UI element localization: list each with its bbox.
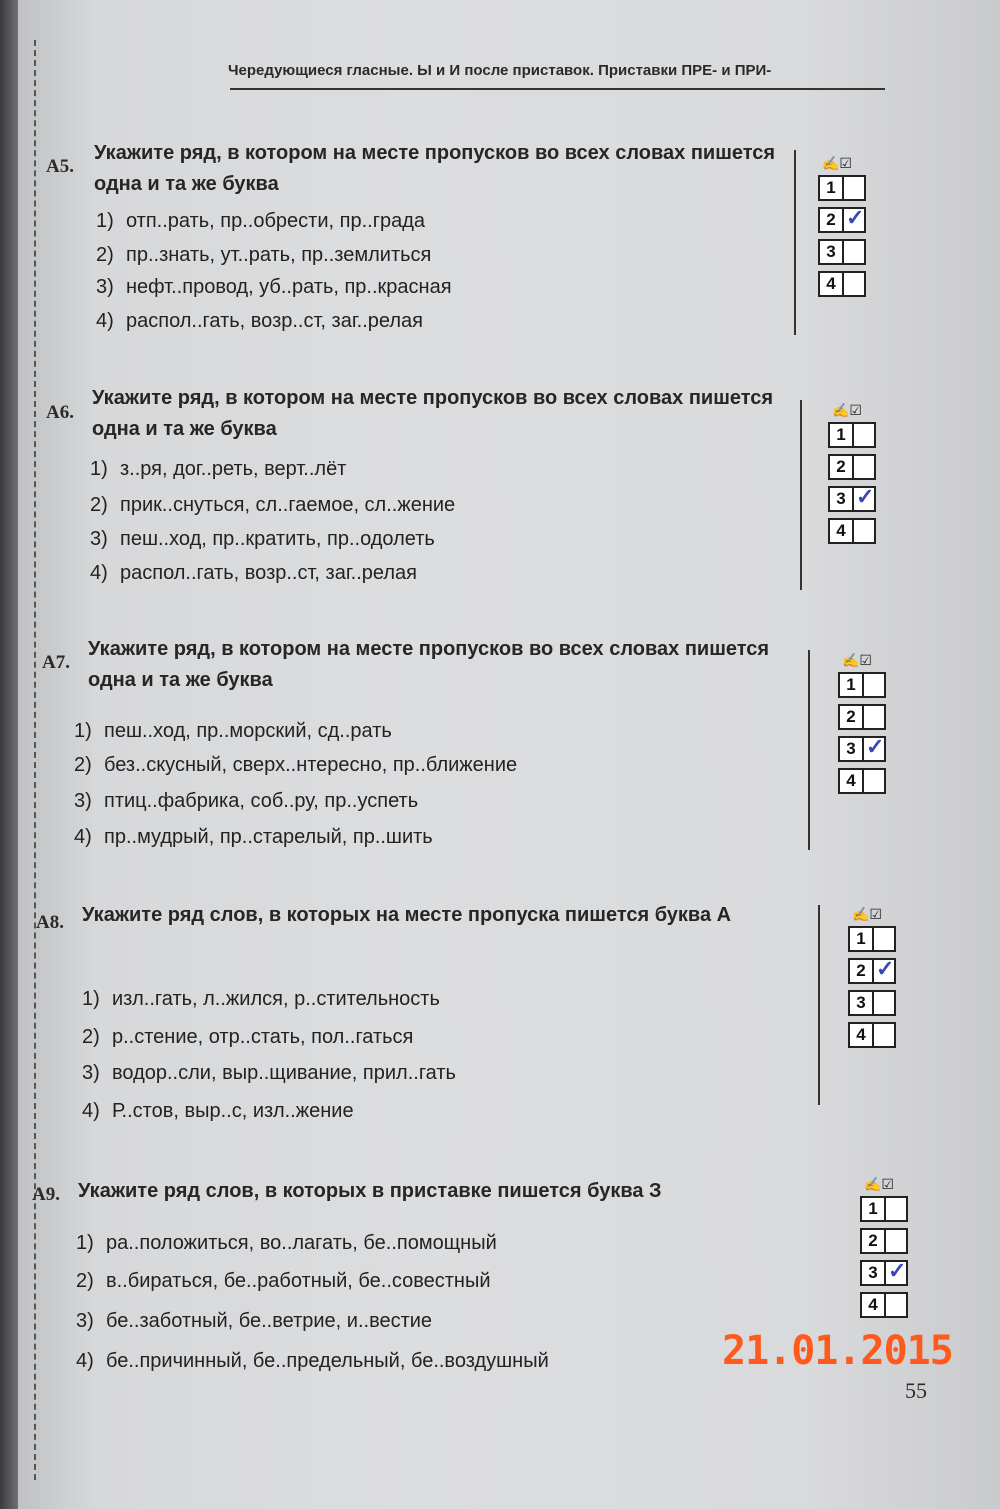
- option-number: 1): [90, 458, 108, 480]
- answer-option-row: [848, 1022, 904, 1048]
- answer-header: ✍☑: [842, 652, 872, 668]
- question-text: Укажите ряд слов, в которых на месте пропуска пишется буква А: [82, 904, 732, 926]
- answer-option-row: [818, 175, 874, 201]
- option-text: изл..гать, л..жился, р..стительность: [112, 988, 440, 1010]
- answer-option-number: 3: [848, 990, 874, 1016]
- option-text: водор..сли, выр..щивание, прил..гать: [112, 1062, 456, 1084]
- header-rule: [230, 88, 885, 90]
- answer-option-number: 2: [838, 704, 864, 730]
- option: [76, 1350, 549, 1373]
- answer-option-row: [860, 1292, 916, 1318]
- option-number: 1): [76, 1232, 94, 1254]
- answer-option-row: [848, 990, 904, 1016]
- option-number: 2): [90, 494, 108, 516]
- option-number: 3): [76, 1310, 94, 1332]
- option: [90, 494, 455, 517]
- answer-checkbox[interactable]: [874, 990, 896, 1016]
- answer-option-number: 2: [828, 454, 854, 480]
- option: [96, 210, 425, 233]
- answer-option-row: [860, 1196, 916, 1222]
- option: [74, 720, 392, 743]
- option-text: р..стение, отр..стать, пол..гаться: [112, 1026, 414, 1048]
- answer-checkbox[interactable]: [874, 1022, 896, 1048]
- answer-option-row: [828, 518, 884, 544]
- answer-header: ✍☑: [832, 402, 862, 418]
- answer-option-number: 3: [818, 239, 844, 265]
- answer-option-number: 3: [860, 1260, 886, 1286]
- question-number: А9.: [32, 1184, 60, 1205]
- answer-checkbox[interactable]: [886, 1228, 908, 1254]
- answer-checkbox[interactable]: [886, 1260, 908, 1286]
- option-number: 3): [96, 276, 114, 298]
- answer-checkbox[interactable]: [844, 207, 866, 233]
- answer-option-number: 2: [860, 1228, 886, 1254]
- answer-option-row: [838, 704, 894, 730]
- answer-box-a7: [838, 652, 894, 800]
- answer-option-number: 4: [860, 1292, 886, 1318]
- page-header: Чередующиеся гласные. Ы и И после приставок. Приставки ПРЕ- и ПРИ-: [228, 62, 772, 79]
- option-number: 2): [76, 1270, 94, 1292]
- answer-option-number: 1: [828, 422, 854, 448]
- option-number: 2): [82, 1026, 100, 1048]
- answer-option-number: 4: [818, 271, 844, 297]
- date-stamp: 21.01.2015: [722, 1328, 953, 1374]
- answer-checkbox[interactable]: [844, 175, 866, 201]
- answer-checkbox[interactable]: [874, 926, 896, 952]
- answer-option-row: [838, 768, 894, 794]
- answer-header: ✍☑: [864, 1176, 894, 1192]
- answer-box-a5: [818, 155, 874, 303]
- answer-checkbox[interactable]: [864, 672, 886, 698]
- option-text: з..ря, дог..реть, верт..лёт: [120, 458, 347, 480]
- answer-option-row: [818, 271, 874, 297]
- answer-option-row: [838, 672, 894, 698]
- check-mark-icon: ✓: [876, 956, 895, 981]
- answer-box-a6: [828, 402, 884, 550]
- option-text: пеш..ход, пр..морский, сд..рать: [104, 720, 392, 742]
- answer-checkbox[interactable]: [886, 1292, 908, 1318]
- question-text: Укажите ряд, в котором на месте пропусков во всех словах пишется одна и та же буква: [94, 142, 776, 195]
- answer-option-row: [860, 1228, 916, 1254]
- option-text: пр..знать, ут..рать, пр..землиться: [126, 244, 432, 266]
- answer-checkbox[interactable]: [864, 736, 886, 762]
- answer-option-number: 1: [818, 175, 844, 201]
- answer-option-number: 2: [818, 207, 844, 233]
- answer-option-number: 3: [838, 736, 864, 762]
- answer-box-a9: [860, 1176, 916, 1324]
- answer-option-row: [818, 207, 874, 233]
- option-number: 1): [96, 210, 114, 232]
- option-text: бе..заботный, бе..ветрие, и..вестие: [106, 1310, 433, 1332]
- answer-checkbox[interactable]: [874, 958, 896, 984]
- question-number: А6.: [46, 402, 74, 423]
- answer-checkbox[interactable]: [886, 1196, 908, 1222]
- option-number: 4): [74, 826, 92, 848]
- option: [82, 988, 440, 1011]
- check-mark-icon: ✓: [888, 1258, 907, 1283]
- option: [82, 1100, 354, 1123]
- option: [76, 1310, 432, 1333]
- answer-checkbox[interactable]: [854, 486, 876, 512]
- answer-option-number: 4: [848, 1022, 874, 1048]
- answer-checkbox[interactable]: [844, 271, 866, 297]
- answer-checkbox[interactable]: [854, 518, 876, 544]
- option-text: бе..причинный, бе..предельный, бе..воздушный: [106, 1350, 549, 1372]
- answer-option-number: 3: [828, 486, 854, 512]
- option-text: пеш..ход, пр..кратить, пр..одолеть: [120, 528, 435, 550]
- option-number: 4): [96, 310, 114, 332]
- answer-option-row: [860, 1260, 916, 1286]
- option-text: в..бираться, бе..работный, бе..совестный: [106, 1270, 491, 1292]
- answer-column-rule: [808, 650, 810, 850]
- option: [82, 1062, 456, 1085]
- option-number: 1): [82, 988, 100, 1010]
- answer-option-number: 4: [838, 768, 864, 794]
- option-number: 2): [96, 244, 114, 266]
- question-number: А7.: [42, 652, 70, 673]
- check-mark-icon: ✓: [846, 205, 865, 230]
- answer-checkbox[interactable]: [864, 768, 886, 794]
- option-text: ра..положиться, во..лагать, бе..помощный: [106, 1232, 497, 1254]
- option: [90, 562, 417, 585]
- answer-option-row: [838, 736, 894, 762]
- answer-option-number: 1: [838, 672, 864, 698]
- option-text: Р..стов, выр..с, изл..жение: [112, 1100, 354, 1122]
- question-text: Укажите ряд слов, в которых в приставке пишется буква З: [78, 1180, 662, 1202]
- option: [74, 790, 418, 813]
- cut-line: [34, 40, 36, 1480]
- option: [76, 1232, 497, 1255]
- answer-checkbox[interactable]: [844, 239, 866, 265]
- question-number: А8.: [36, 912, 64, 933]
- option: [76, 1270, 491, 1293]
- page-number: 55: [905, 1378, 927, 1403]
- option-number: 3): [82, 1062, 100, 1084]
- option-text: без..скусный, сверх..нтересно, пр..ближение: [104, 754, 518, 776]
- option-text: отп..рать, пр..обрести, пр..града: [126, 210, 426, 232]
- question-number: А5.: [46, 156, 74, 177]
- answer-checkbox[interactable]: [854, 422, 876, 448]
- option-text: нефт..провод, уб..рать, пр..красная: [126, 276, 452, 298]
- question-text: Укажите ряд, в котором на месте пропусков во всех словах пишется одна и та же буква: [88, 638, 770, 691]
- answer-checkbox[interactable]: [854, 454, 876, 480]
- option-number: 4): [76, 1350, 94, 1372]
- option-number: 1): [74, 720, 92, 742]
- option: [90, 458, 346, 481]
- option: [74, 754, 517, 777]
- question-text: Укажите ряд, в котором на месте пропусков во всех словах пишется одна и та же буква: [92, 387, 774, 440]
- answer-header: ✍☑: [852, 906, 882, 922]
- check-mark-icon: ✓: [856, 484, 875, 509]
- option-number: 3): [90, 528, 108, 550]
- answer-option-row: [828, 454, 884, 480]
- option: [90, 528, 435, 551]
- answer-option-row: [848, 958, 904, 984]
- option: [96, 244, 431, 267]
- option-number: 2): [74, 754, 92, 776]
- answer-checkbox[interactable]: [864, 704, 886, 730]
- option: [74, 826, 433, 849]
- answer-option-row: [848, 926, 904, 952]
- option-number: 4): [82, 1100, 100, 1122]
- option-text: птиц..фабрика, соб..ру, пр..успеть: [104, 790, 419, 812]
- option-text: распол..гать, возр..ст, заг..релая: [120, 562, 418, 584]
- answer-option-number: 1: [860, 1196, 886, 1222]
- answer-box-a8: [848, 906, 904, 1054]
- option-text: прик..снуться, сл..гаемое, сл..жение: [120, 494, 456, 516]
- option-number: 4): [90, 562, 108, 584]
- option: [82, 1026, 413, 1049]
- check-mark-icon: ✓: [866, 734, 885, 759]
- answer-option-number: 4: [828, 518, 854, 544]
- option: [96, 276, 452, 299]
- option-text: пр..мудрый, пр..старелый, пр..шить: [104, 826, 433, 848]
- answer-column-rule: [818, 905, 820, 1105]
- option-text: распол..гать, возр..ст, заг..релая: [126, 310, 424, 332]
- answer-option-number: 1: [848, 926, 874, 952]
- previous-page-edge: [0, 0, 18, 1509]
- answer-option-row: [828, 486, 884, 512]
- option: [96, 310, 423, 333]
- answer-option-row: [818, 239, 874, 265]
- answer-header: ✍☑: [822, 155, 852, 171]
- answer-option-number: 2: [848, 958, 874, 984]
- option-number: 3): [74, 790, 92, 812]
- answer-option-row: [828, 422, 884, 448]
